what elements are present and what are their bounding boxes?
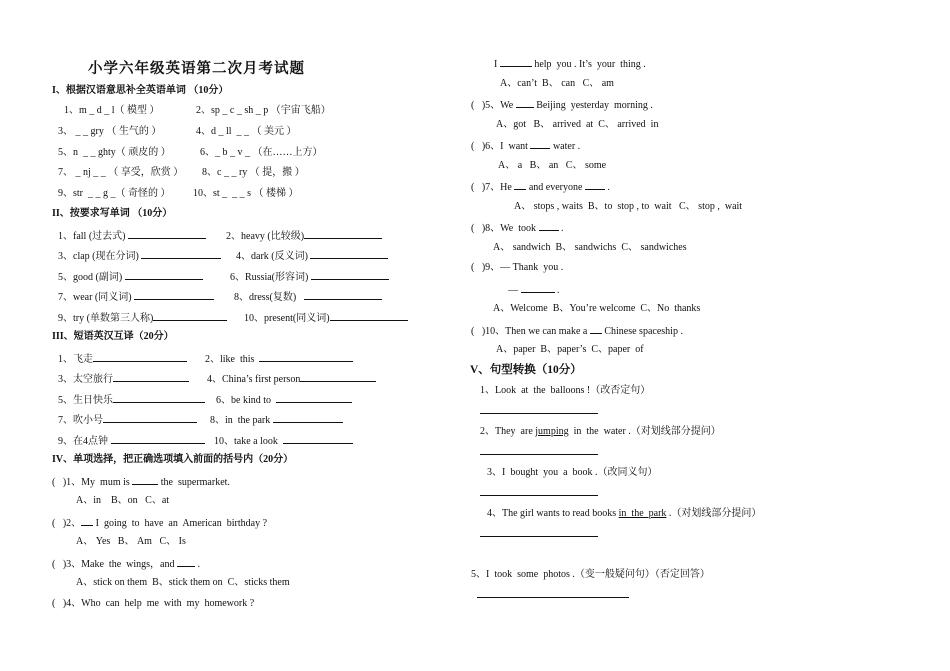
transform-q1: 1、Look at the balloons !（改否定句） (480, 385, 651, 396)
mc-q3-options: A、stick on them B、stick them on C、sticks them (76, 577, 290, 588)
answer-blank[interactable] (132, 474, 158, 485)
answer-blank[interactable] (304, 289, 382, 300)
answer-blank[interactable] (134, 289, 214, 300)
transform-q2: 2、They are jumping in the water .（对划线部分提问） (480, 426, 721, 437)
answer-blank[interactable] (500, 56, 532, 67)
part3-q4: 4、China’s first person (207, 371, 376, 387)
answer-line[interactable] (480, 536, 598, 537)
part3-q1: 1、飞走 (58, 351, 187, 367)
part1-q10: 10、st _ _ _ s （ 楼梯 ） (193, 188, 299, 199)
answer-blank[interactable] (93, 351, 187, 362)
section-5-heading: V、句型转换（10分） (470, 364, 582, 376)
part1-q7: 7、 _ nj _ _ （ 享受，欣赏 ） (58, 167, 184, 178)
answer-blank[interactable] (300, 371, 376, 382)
answer-blank[interactable] (539, 220, 559, 231)
answer-line[interactable] (477, 597, 629, 598)
answer-blank[interactable] (514, 179, 526, 190)
part2-q6: 6、Russia(形容词) (230, 269, 389, 285)
part3-q2: 2、like this (205, 351, 353, 367)
mc-q8: ( )8、We took . (471, 220, 564, 236)
answer-blank[interactable] (103, 412, 197, 423)
mc-q1: ( )1、My mum is the supermarket. (52, 474, 230, 490)
answer-blank[interactable] (304, 228, 382, 239)
section-3-heading: III、短语英汉互译（20分） (52, 331, 174, 342)
answer-line[interactable] (480, 495, 598, 496)
transform-q5: 5、I took some photos .（变一般疑问句）（否定回答） (471, 569, 710, 580)
mc-q1-options: A、in B、on C、at (76, 495, 170, 506)
answer-blank[interactable] (276, 392, 352, 403)
mc-q4-options: A、can’t B、 can C、 am (500, 78, 614, 89)
mc-q4: ( )4、Who can help me with my homework ? (52, 598, 255, 609)
part3-q7: 7、吹小号 (58, 412, 197, 428)
answer-blank[interactable] (111, 433, 205, 444)
answer-blank[interactable] (153, 310, 227, 321)
mc-q9-answer: — . (508, 282, 560, 298)
answer-blank[interactable] (283, 433, 353, 444)
transform-q3: 3、I bought you a book .（改同义句） (487, 467, 658, 478)
answer-blank[interactable] (330, 310, 408, 321)
part2-q7: 7、wear (同义词) (58, 289, 214, 305)
answer-line[interactable] (480, 413, 598, 414)
mc-q2-options: A、 Yes B、 Am C、 Is (76, 536, 186, 547)
transform-q4: 4、The girl wants to read books in the park .（对划线部分提问） (487, 508, 762, 519)
part2-q2: 2、heavy (比较级) (226, 228, 382, 244)
mc-q8-options: A、 sandwich B、 sandwichs C、 sandwiches (493, 242, 687, 253)
part3-q9: 9、在4点钟 (58, 433, 205, 449)
part1-q9: 9、str _ _ g _（ 奇怪的 ） (58, 188, 171, 199)
answer-line[interactable] (480, 454, 598, 455)
mc-q2: ( )2、 I going to have an American birthday ? (52, 515, 267, 531)
mc-q6-options: A、 a B、 an C、 some (498, 160, 607, 171)
part1-q2: 2、sp _ c _ sh _ p （宇宙飞船） (196, 105, 331, 116)
part2-q10: 10、present(同义词) (244, 310, 408, 326)
answer-blank[interactable] (311, 269, 389, 280)
mc-q9-options: A、Welcome B、You’re welcome C、No thanks (493, 303, 701, 314)
section-2-heading: II、按要求写单词 （10分） (52, 208, 173, 219)
answer-blank[interactable] (141, 248, 221, 259)
answer-blank[interactable] (590, 323, 602, 334)
section-1-heading: I、根据汉语意思补全英语单词 （10分） (52, 85, 229, 96)
mc-q10-options: A、paper B、paper’s C、paper of (496, 344, 644, 355)
part1-q3: 3、 _ _ gry （ 生气的 ） (58, 126, 162, 137)
part2-q8: 8、dress(复数) (234, 289, 382, 305)
page-title: 小学六年级英语第二次月考试题 (88, 61, 305, 77)
answer-blank[interactable] (530, 138, 550, 149)
part2-q5: 5、good (副词) (58, 269, 203, 285)
answer-blank[interactable] (177, 556, 195, 567)
part3-q5: 5、生日快乐 (58, 392, 205, 408)
section-4-heading: IV、单项选择，把正确选项填入前面的括号内（20分） (52, 454, 294, 465)
part2-q9: 9、try (单数第三人称) (58, 310, 227, 326)
answer-blank[interactable] (310, 248, 388, 259)
answer-blank[interactable] (113, 371, 189, 382)
part1-q4: 4、d _ ll _ _ （ 美元 ） (196, 126, 297, 137)
part3-q3: 3、太空旅行 (58, 371, 189, 387)
answer-blank[interactable] (521, 282, 555, 293)
part2-q4: 4、dark (反义词) (236, 248, 388, 264)
part3-q10: 10、take a look (214, 433, 353, 449)
answer-blank[interactable] (113, 392, 205, 403)
part1-q8: 8、c _ _ ry （ 提，搬 ） (202, 167, 305, 178)
answer-blank[interactable] (585, 179, 605, 190)
part1-q1: 1、m _ d _ l（ 模型 ） (64, 105, 160, 116)
mc-q10: ( )10、Then we can make a Chinese spaceship . (471, 323, 683, 339)
part3-q6: 6、be kind to (216, 392, 352, 408)
mc-q7-options: A、 stops , waits B、to stop , to wait C、 stop , wait (514, 201, 743, 212)
mc-q3: ( )3、Make the wings，and . (52, 556, 200, 572)
mc-q6: ( )6、I want water . (471, 138, 580, 154)
answer-blank[interactable] (81, 515, 93, 526)
mc-q4-cont: I help you . It’s your thing . (494, 56, 646, 72)
mc-q9: ( )9、— Thank you . (471, 262, 564, 273)
part1-q5: 5、n _ _ ghty（ 顽皮的 ） (58, 147, 171, 158)
mc-q5: ( )5、We Beijing yesterday morning . (471, 97, 653, 113)
answer-blank[interactable] (125, 269, 203, 280)
mc-q5-options: A、got B、 arrived at C、 arrived in (496, 119, 659, 130)
mc-q7: ( )7、He and everyone . (471, 179, 610, 195)
part2-q1: 1、fall (过去式) (58, 228, 206, 244)
part3-q8: 8、in the park (210, 412, 343, 428)
answer-blank[interactable] (273, 412, 343, 423)
answer-blank[interactable] (259, 351, 353, 362)
answer-blank[interactable] (128, 228, 206, 239)
part1-q6: 6、_ b _ v _ （在……上方） (200, 147, 323, 158)
answer-blank[interactable] (516, 97, 534, 108)
part2-q3: 3、clap (现在分词) (58, 248, 221, 264)
